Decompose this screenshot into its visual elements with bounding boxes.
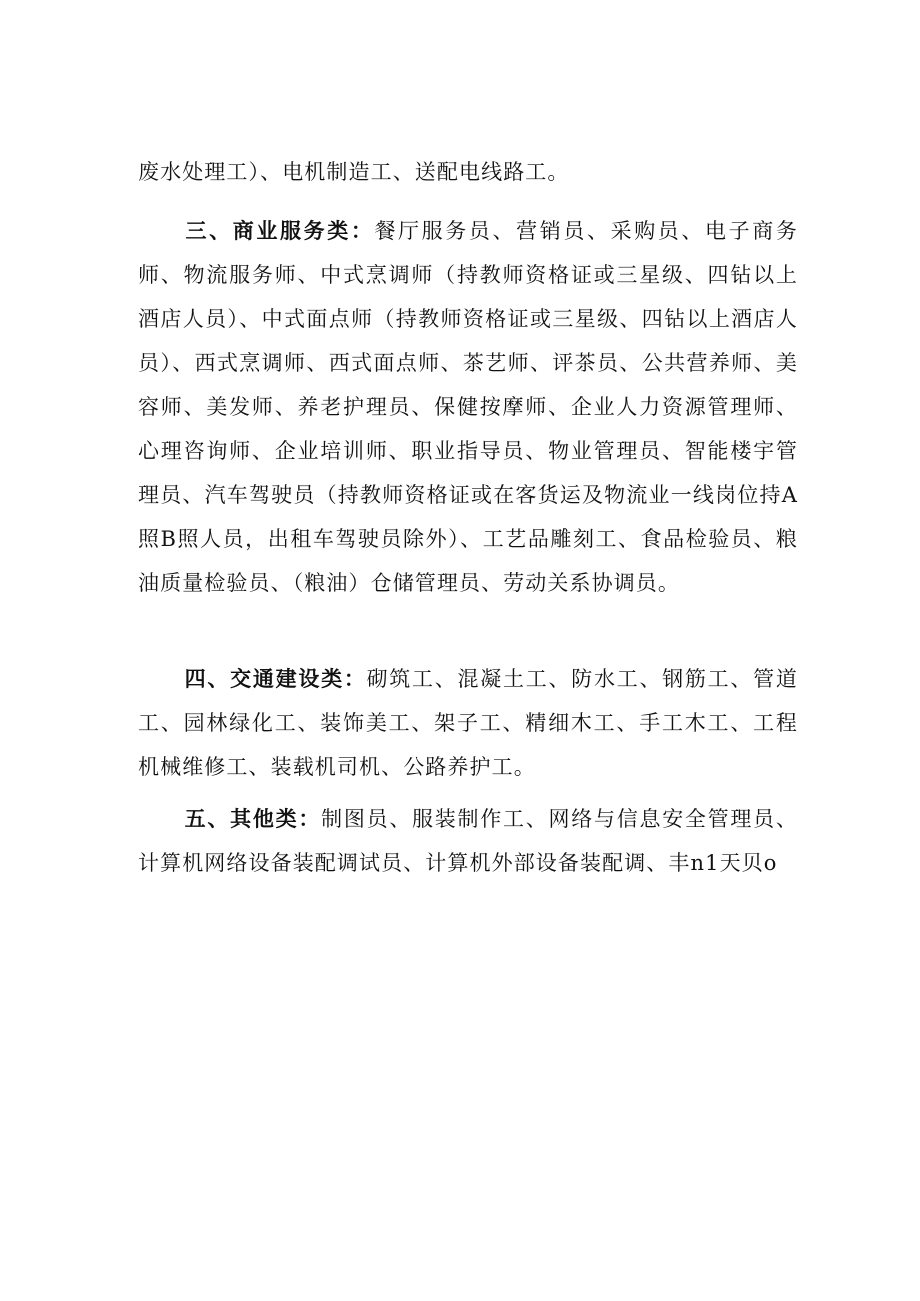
- paragraph-text: 餐厅服务员、营销员、采购员、电子商务师、物流服务师、中式烹调师（持教师资格证或三星级、四钻以上酒店人员）、中式面点师（持教师资格证或三星级、四钻以上酒店人员）、西式烹调师、西式面点师、茶艺师、评茶员、公共营养师、美容师、美发师、养老护理员、保健按摩师、企业人力资源管理师、心理咨询师、企业培训师、职业指导员、物业管理员、智能楼宇管理员、汽车驾驶员（持教师资格证或在客货运及物流业一线岗位持A照B照人员，出租车驾驶员除外）、工艺品雕刻工、食品检验员、粮油质量检验员、（粮油）仓储管理员、劳动关系协调员。: [138, 219, 798, 595]
- paragraph-continuation: [138, 150, 798, 194]
- section-heading: 三、商业服务类：: [184, 218, 375, 243]
- section-heading: 四、交通建设类：: [184, 666, 367, 691]
- paragraph-commercial-services: [138, 209, 798, 605]
- paragraph-other: [138, 797, 798, 885]
- section-heading: 五、其他类：: [184, 806, 322, 831]
- paragraph-text: 废水处理工）、电机制造工、送配电线路工。: [138, 160, 570, 184]
- paragraph-text: 砌筑工、混凝土工、防水工、钢筋工、管道工、园林绿化工、装饰美工、架子工、精细木工、手工木工、工程机械维修工、装载机司机、公路养护工。: [138, 667, 798, 779]
- paragraph-transport-construction: [138, 657, 798, 789]
- paragraph-text: 制图员、服装制作工、网络与信息安全管理员、计算机网络设备装配调试员、计算机外部设备装配调、丰n1天贝o: [138, 807, 798, 875]
